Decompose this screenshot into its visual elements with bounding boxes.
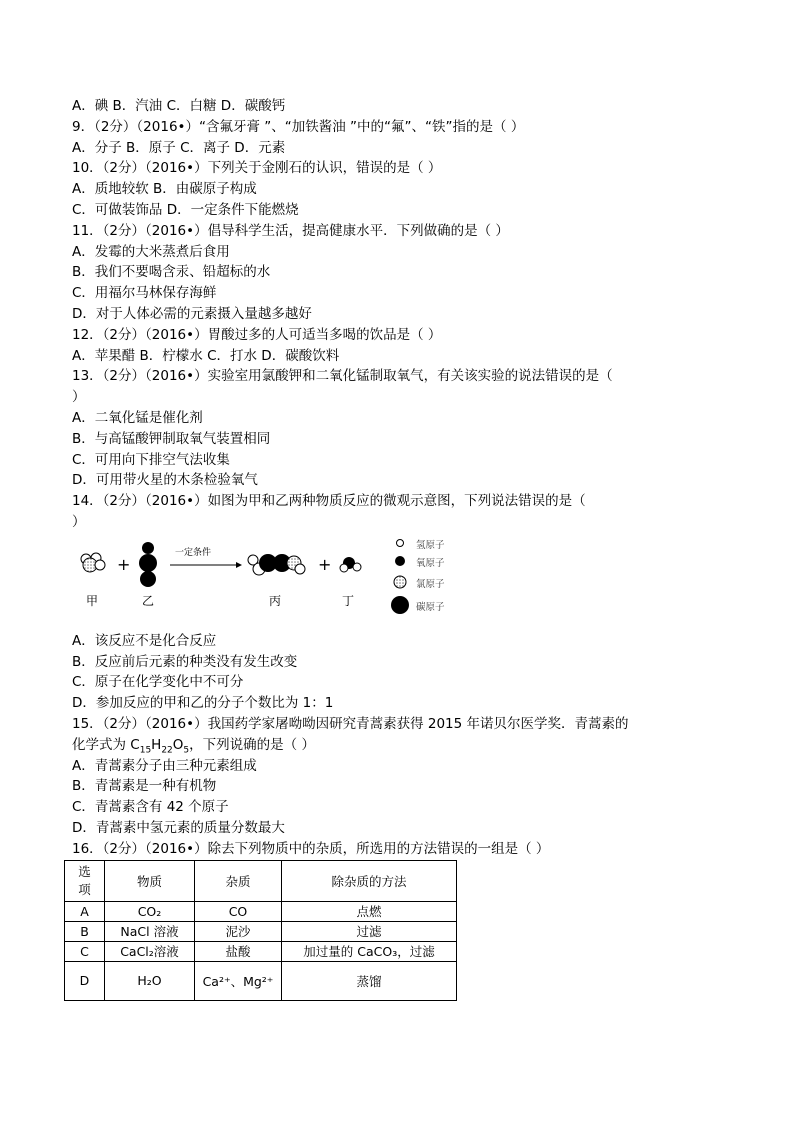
table-row (65, 961, 457, 1000)
table-row (65, 901, 457, 921)
legend-carbon-icon (391, 596, 409, 614)
text-line: A．发霉的大米蒸煮后食用 (72, 243, 230, 260)
question-block-top (72, 96, 732, 533)
text-line: A．苹果醋 B．柠檬水 C．打水 D．碳酸饮料 (72, 347, 340, 364)
text-line: A．分子 B．原子 C．离子 D．元素 (72, 139, 286, 156)
cell-option: D (65, 961, 105, 1000)
formula-sub: 5 (183, 745, 190, 756)
text-line: D．参加反应的甲和乙的分子个数比为 1：1 (72, 695, 334, 712)
cell-substance: NaCl 溶液 (105, 921, 195, 941)
question-block-bottom (72, 756, 732, 860)
cell-substance: CaCl₂溶液 (105, 941, 195, 961)
carbon-atom (139, 554, 157, 572)
question-16: 16．（2分）（2016•）除去下列物质中的杂质，所选用的方法错误的一组是（ ） (72, 840, 550, 857)
text-line: C．原子在化学变化中不可分 (72, 674, 244, 691)
exam-page (72, 96, 732, 1001)
question-14: 14．（2分）（2016•）如图为甲和乙两种物质反应的微观示意图，下列说法错误的是（ (72, 493, 586, 510)
text-line: B．与高锰酸钾制取氧气装置相同 (72, 430, 271, 447)
header-option: 选 项 (65, 860, 105, 901)
label-ding: 丁 (342, 593, 355, 608)
cell-substance: H₂O (105, 961, 195, 1000)
arrow-head-icon (236, 562, 242, 568)
legend-hydrogen-icon (397, 539, 404, 546)
question-15: 15．（2分）（2016•）我国药学家屠呦呦因研究青蒿素获得 2015 年诺贝尔医学奖．青蒿素的 (72, 715, 629, 732)
question-block-mid (72, 631, 732, 756)
molecule-bing (248, 554, 305, 575)
legend-oxygen-icon (395, 556, 405, 566)
legend-label: 氧原子 (416, 557, 445, 569)
formula-text: O (172, 736, 184, 753)
plus-sign: + (117, 554, 131, 574)
cell-option: B (65, 921, 105, 941)
hydrogen-atom (95, 560, 105, 570)
cell-impurity: Ca²⁺、Mg²⁺ (195, 961, 282, 1000)
plus-sign: + (318, 554, 332, 574)
legend-label: 氢原子 (416, 539, 445, 551)
question-11: 11．（2分）（2016•）倡导科学生活，提高健康水平．下列做确的是（ ） (72, 222, 509, 239)
cell-method: 点燃 (282, 901, 457, 921)
formula-sub: 15 (139, 745, 152, 756)
text-line: A．二氧化锰是催化剂 (72, 409, 203, 426)
hydrogen-atom (295, 564, 305, 574)
text-line: D．青蒿素中氢元素的质量分数最大 (72, 819, 285, 836)
oxygen-atom (140, 571, 156, 587)
cell-method: 蒸馏 (282, 961, 457, 1000)
header-substance: 物质 (105, 860, 195, 901)
text-line: C．可做装饰品 D．一定条件下能燃烧 (72, 201, 299, 218)
hydrogen-atom (353, 563, 361, 571)
label-yi: 乙 (142, 593, 155, 608)
legend-label: 碳原子 (416, 601, 445, 613)
molecule-yi (139, 542, 157, 587)
cell-impurity: CO (195, 901, 282, 921)
formula-sub: 22 (161, 745, 173, 756)
reaction-svg (72, 537, 472, 627)
cell-option: C (65, 941, 105, 961)
oxygen-atom (142, 542, 154, 554)
question-12: 12．（2分）（2016•）胃酸过多的人可适当多喝的饮品是（ ） (72, 326, 442, 343)
arrow-condition: 一定条件 (175, 547, 212, 558)
text-line: A．青蒿素分子由三种元素组成 (72, 757, 257, 774)
table-row (65, 921, 457, 941)
table-header-row (65, 860, 457, 901)
legend-label: 氯原子 (416, 578, 445, 590)
label-jia: 甲 (86, 593, 99, 608)
molecule-ding (340, 557, 361, 572)
text-line: D．可用带火星的木条检验氧气 (72, 472, 258, 489)
table-row (65, 941, 457, 961)
cell-impurity: 盐酸 (195, 941, 282, 961)
text-line: B．我们不要喝含汞、铅超标的水 (72, 264, 271, 281)
text-line: A．该反应不是化合反应 (72, 632, 217, 649)
cell-method: 过滤 (282, 921, 457, 941)
cell-impurity: 泥沙 (195, 921, 282, 941)
text-line: C．可用向下排空气法收集 (72, 451, 230, 468)
molecule-jia (81, 553, 105, 572)
cell-method: 加过量的 CaCO₃，过滤 (282, 941, 457, 961)
question-13: 13．（2分）（2016•）实验室用氯酸钾和二氧化锰制取氧气，有关该实验的说法错误的是（ (72, 368, 613, 385)
formula-text: ，下列说确的是（ ） (189, 736, 315, 753)
formula-text: H (151, 736, 162, 753)
text-line: ） (72, 513, 86, 530)
hydrogen-atom (340, 564, 348, 572)
impurity-table (64, 860, 457, 1001)
label-bing: 丙 (269, 593, 282, 608)
text-line: B．反应前后元素的种类没有发生改变 (72, 653, 298, 670)
text-line: C．青蒿素含有 42 个原子 (72, 799, 229, 816)
cell-option: A (65, 901, 105, 921)
q15-formula-line (72, 735, 732, 756)
legend-chlorine-icon (394, 576, 406, 588)
text-line: B．青蒿素是一种有机物 (72, 778, 217, 795)
text-line: D．对于人体必需的元素摄入量越多越好 (72, 305, 312, 322)
header-impurity: 杂质 (195, 860, 282, 901)
reaction-diagram (72, 537, 732, 627)
text-line: A．质地较软 B．由碳原子构成 (72, 181, 257, 198)
legend (391, 539, 409, 614)
text-line: ） (72, 389, 86, 406)
question-9: 9．（2分）（2016•）“含氟牙膏 ”、“加铁酱油 ”中的“氟”、“铁”指的是（ ） (72, 118, 525, 135)
cell-substance: CO₂ (105, 901, 195, 921)
formula-text: 化学式为 C (72, 736, 140, 753)
text-line: A．碘 B．汽油 C．白糖 D．碳酸钙 (72, 98, 286, 114)
text-line: C．用福尔马林保存海鲜 (72, 285, 217, 302)
question-10: 10．（2分）（2016•）下列关于金刚石的认识，错误的是（ ） (72, 160, 442, 177)
header-method: 除杂质的方法 (282, 860, 457, 901)
